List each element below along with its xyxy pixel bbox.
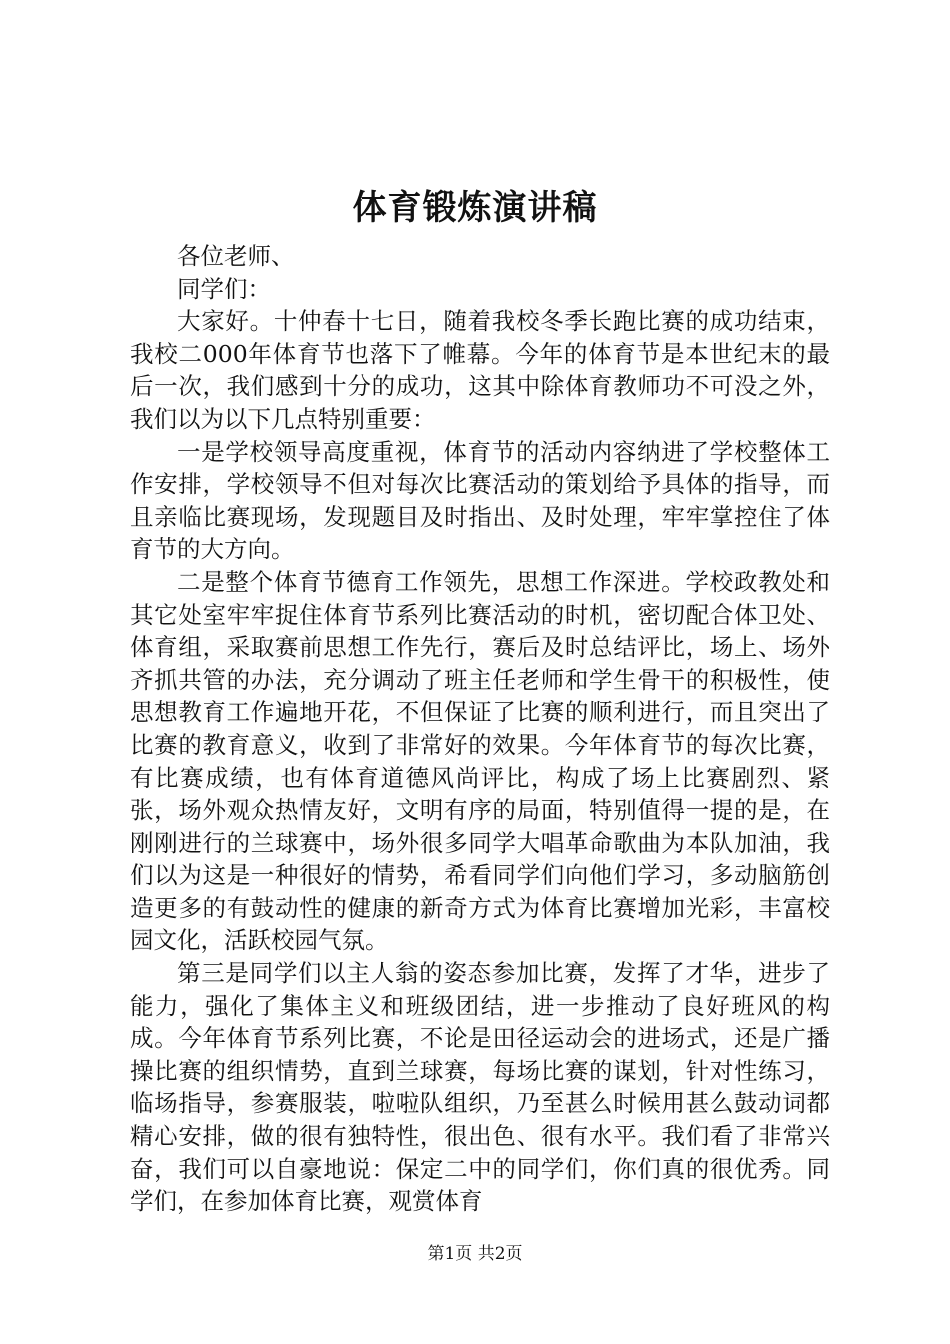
body-paragraph: 二是整个体育节德育工作领先，思想工作深进。学校政教处和其它处室牢牢捉住体育节系列比赛活动的时机，密切配合体卫处、体育组，采取赛前思想工作先行，赛后及时总结评比，场上、场外齐抓共管的办法，充分调动了班主任老师和学生骨干的积极性，使思想教育工作遍地开花，不但保证了比赛的顺利进行，而且突出了比赛的教育意义，收到了非常好的效果。今年体育节的每次比赛，有比赛成绩，也有体育道德风尚评比，构成了场上比赛剧烈、紧张，场外观众热情友好，文明有序的局面，特别值得一提的是，在刚刚进行的兰球赛中，场外很多同学大唱革命歌曲为本队加油，我们以为这是一种很好的情势，希看同学们向他们学习，多动脑筋创造更多的有鼓动性的健康的新奇方式为体育比赛增加光彩，丰富校园文化，活跃校园气氛。	[130, 567, 830, 955]
body-paragraph: 一是学校领导高度重视，体育节的活动内容纳进了学校整体工作安排，学校领导不但对每次比赛活动的策划给予具体的指导，而且亲临比赛现场，发现题目及时指出、及时处理，牢牢掌控住了体育节的大方向。	[130, 437, 830, 564]
salutation-line-2: 同学们：	[177, 274, 271, 303]
salutation-line-1: 各位老师、	[177, 242, 295, 270]
document-title: 体育锻炼演讲稿	[352, 188, 598, 228]
page-number-footer: 第1页 共2页	[427, 1244, 523, 1264]
body-paragraph: 第三是同学们以主人翁的姿态参加比赛，发挥了才华，进步了能力，强化了集体主义和班级团结，进一步推动了良好班风的构成。今年体育节系列比赛，不论是田径运动会的进场式，还是广播操比赛的组织情势，直到兰球赛，每场比赛的谋划，针对性练习，临场指导，参赛服装，啦啦队组织，乃至甚么时候用甚么鼓动词都精心安排，做的很有独特性，很出色、很有水平。我们看了非常兴奋，我们可以自豪地说：保定二中的同学们，你们真的很优秀。同学们，在参加体育比赛，观赏体育	[130, 959, 830, 1216]
body-paragraph: 大家好。十仲春十七日，随着我校冬季长跑比赛的成功结束，我校二000年体育节也落下了帷幕。今年的体育节是本世纪末的最后一次，我们感到十分的成功，这其中除体育教师功不可没之外，我们以为以下几点特别重要：	[130, 307, 830, 433]
document-body	[130, 240, 830, 1218]
